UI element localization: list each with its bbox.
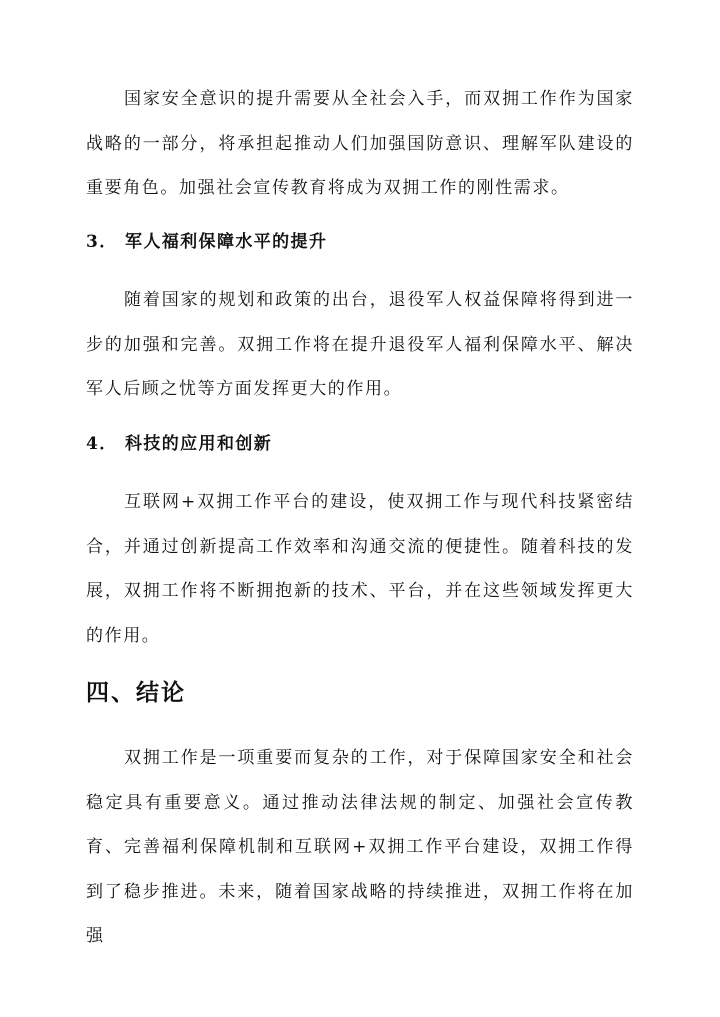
paragraph-veteran-rights: 随着国家的规划和政策的出台，退役军人权益保障将得到进一步的加强和完善。双拥工作将在提升退役军人福利保障水平、解决军人后顾之忧等方面发挥更大的作用。: [86, 290, 634, 399]
heading-technology-innovation: 4． 科技的应用和创新: [86, 434, 273, 454]
section-title-conclusion: 四、结论: [86, 679, 186, 706]
paragraph-national-security-awareness: 国家安全意识的提升需要从全社会入手，而双拥工作作为国家战略的一部分，将承担起推动人们加强国防意识、理解军队建设的重要角色。加强社会宣传教育将成为双拥工作的刚性需求。: [86, 89, 634, 198]
heading-military-welfare: 3． 军人福利保障水平的提升: [86, 232, 328, 252]
paragraph-internet-platform: 互联网+双拥工作平台的建设，使双拥工作与现代科技紧密结合，并通过创新提高工作效率和沟通交流的便捷性。随着科技的发展，双拥工作将不断拥抱新的技术、平台，并在这些领域发挥更大的作用。: [86, 492, 634, 646]
paragraph-conclusion: 双拥工作是一项重要而复杂的工作，对于保障国家安全和社会稳定具有重要意义。通过推动法律法规的制定、加强社会宣传教育、完善福利保障机制和互联网+双拥工作平台建设，双拥工作得到了稳步推进。未来，随着国家战略的持续推进，双拥工作将在加强: [86, 748, 634, 946]
